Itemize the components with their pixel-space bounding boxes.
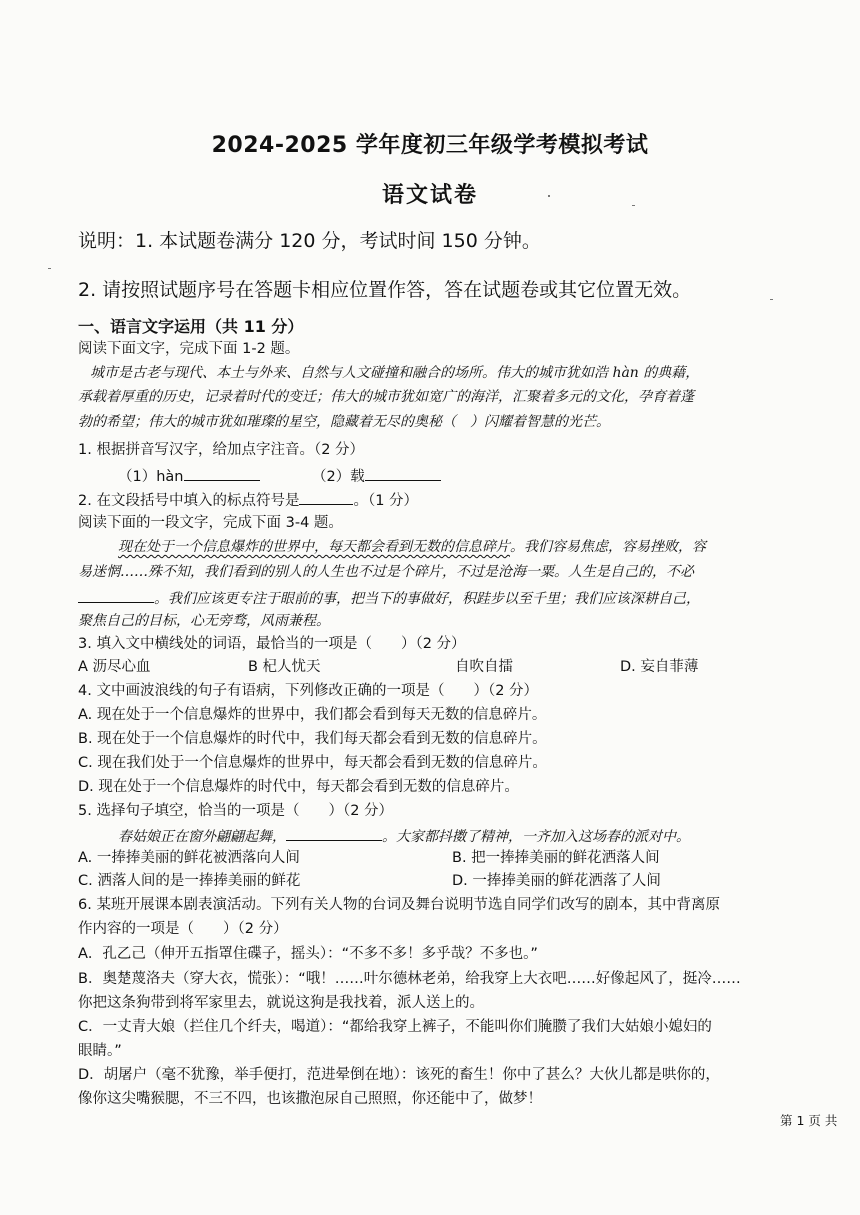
answer-blank[interactable] [365, 466, 441, 481]
reading-intro-2: 阅读下面的一段文字，完成下面 3-4 题。 [78, 515, 343, 531]
question-3-option-b[interactable]: B 杞人忧天 [248, 659, 321, 675]
passage-2-line-4: 聚焦自己的目标，心无旁骛，风雨兼程。 [78, 613, 330, 629]
page-number: 第 1 页 共 [780, 1113, 838, 1128]
question-3-option-d[interactable]: D. 妄自菲薄 [620, 659, 699, 675]
question-4-option-a[interactable]: A. 现在处于一个信息爆炸的世界中，我们都会看到每天无数的信息碎片。 [78, 707, 547, 723]
question-4-option-c[interactable]: C. 现在我们处于一个信息爆炸的世界中，每天都会看到无数的信息碎片。 [78, 755, 547, 771]
scan-speck [632, 205, 635, 206]
exam-subtitle: 语文试卷 [381, 183, 478, 208]
question-6-option-c-line-1[interactable]: C．一丈青大娘（拦住几个纤夫，喝道）：“都给我穿上裤子，不能叫你们腌臜了我们大姑娘小媳妇的 [78, 1019, 712, 1035]
question-6-option-d-line-2: 像你这尖嘴猴腮，不三不四，也该撒泡尿自己照照，你还能中了，做梦！ [78, 1091, 542, 1107]
scan-speck [770, 299, 773, 300]
question-2 [78, 490, 418, 510]
question-3-option-a[interactable]: A 沥尽心血 [78, 659, 151, 675]
passage-1-line-1: 城市是古老与现代、本土与外来、自然与人文碰撞和融合的场所。伟大的城市犹如浩 hàn 的典藉， [90, 365, 700, 381]
passage-2-line-3-text: 。我们应该更专注于眼前的事，把当下的事做好，积跬步以至千里；我们应该深耕自己， [154, 591, 700, 607]
question-5-option-d[interactable]: D. 一捧捧美丽的鲜花洒落了人间 [452, 873, 661, 889]
question-6-option-b-line-1[interactable]: B．奥楚蔑洛夫（穿大衣，慌张）：“哦！……叶尔德林老弟，给我穿上大衣吧……好像起风了，挺冷…… [78, 971, 741, 987]
question-6-option-d-line-1[interactable]: D．胡屠户（毫不犹豫，举手便打，范进晕倒在地）：该死的畜生！你中了甚么？大伙儿都是哄你的， [78, 1067, 720, 1083]
question-1: 1. 根据拼音写汉字，给加点字注音。（2 分） [78, 442, 365, 458]
question-5-option-b[interactable]: B. 把一捧捧美丽的鲜花洒落人间 [452, 850, 660, 866]
passage-1-line-2: 承载着厚重的历史，记录着时代的变迁；伟大的城市犹如宽广的海洋，汇聚着多元的文化，孕育着蓬 [78, 389, 694, 405]
passage-1-line-3: 勃的希望；伟大的城市犹如璀璨的星空，隐藏着无尽的奥秘（ ）闪耀着智慧的光芒。 [78, 414, 610, 430]
question-6-option-c-line-2: 眼睛。” [78, 1043, 122, 1059]
question-4: 4. 文中画波浪线的句子有语病，下列修改正确的一项是（ ）（2 分） [78, 683, 539, 699]
question-5-sentence-start: 春姑娘正在窗外翩翩起舞， [118, 829, 286, 845]
question-6-line-1: 6. 某班开展课本剧表演活动。下列有关人物的台词及舞台说明节选自同学们改写的剧本，其中背离原 [78, 897, 720, 913]
question-5-option-a[interactable]: A. 一捧捧美丽的鲜花被洒落向人间 [78, 850, 300, 866]
answer-blank[interactable] [286, 826, 382, 841]
question-1-item-a-label: （1）hàn [118, 469, 184, 485]
instruction-line-1: 说明：1. 本试题卷满分 120 分，考试时间 150 分钟。 [78, 230, 541, 252]
question-1-item-b-label: （2）载 [312, 469, 365, 485]
question-2-score: 。（1 分） [353, 493, 419, 509]
question-5-sentence-end: 。大家都抖擞了精神，一齐加入这场春的派对中。 [382, 829, 690, 845]
passage-2-line-1 [118, 538, 706, 556]
wavy-underlined-sentence: 现在处于一个信息爆炸的世界中，每天都会看到无数的信息碎片 [118, 539, 510, 555]
question-5-sentence [118, 826, 690, 846]
question-3: 3. 填入文中横线处的词语，最恰当的一项是（ ）（2 分） [78, 636, 466, 652]
passage-2-line-1-rest: 。我们容易焦虑，容易挫败，容 [510, 539, 706, 555]
question-3-option-c[interactable]: 自吹自擂 [455, 659, 513, 675]
scan-speck [548, 195, 550, 197]
reading-intro-1: 阅读下面文字，完成下面 1-2 题。 [78, 341, 300, 357]
question-1-item-b [312, 466, 441, 486]
answer-blank[interactable] [78, 588, 154, 603]
question-6-line-2: 作内容的一项是（ ）（2 分） [78, 921, 288, 937]
scan-speck [48, 268, 51, 269]
question-6-option-b-line-2: 你把这条狗带到将军家里去，就说这狗是我找着，派人送上的。 [78, 995, 484, 1011]
answer-blank[interactable] [184, 466, 260, 481]
question-2-text: 2. 在文段括号中填入的标点符号是 [78, 493, 300, 509]
question-5-option-c[interactable]: C. 洒落人间的是一捧捧美丽的鲜花 [78, 873, 301, 889]
exam-title: 2024-2025 学年度初三年级学考模拟考试 [211, 133, 649, 158]
passage-2-line-2: 易迷惘……殊不知，我们看到的别人的人生也不过是个碎片，不过是沧海一粟。人生是自己的，不必 [78, 564, 694, 580]
instruction-line-2: 2. 请按照试题序号在答题卡相应位置作答，答在试题卷或其它位置无效。 [78, 279, 692, 301]
question-6-option-a[interactable]: A．孔乙己（伸开五指罩住碟子，摇头）：“不多不多！多乎哉？不多也。” [78, 946, 538, 962]
question-4-option-b[interactable]: B. 现在处于一个信息爆炸的时代中，我们每天都会看到无数的信息碎片。 [78, 731, 547, 747]
passage-2-line-3 [78, 588, 700, 608]
question-5: 5. 选择句子填空，恰当的一项是（ ）（2 分） [78, 803, 394, 819]
section-heading: 一、语言文字运用（共 11 分） [78, 317, 304, 336]
question-4-option-d[interactable]: D. 现在处于一个信息爆炸的时代中，每天都会看到无数的信息碎片。 [78, 779, 519, 795]
question-1-item-a [118, 466, 260, 486]
answer-blank[interactable] [299, 490, 353, 505]
